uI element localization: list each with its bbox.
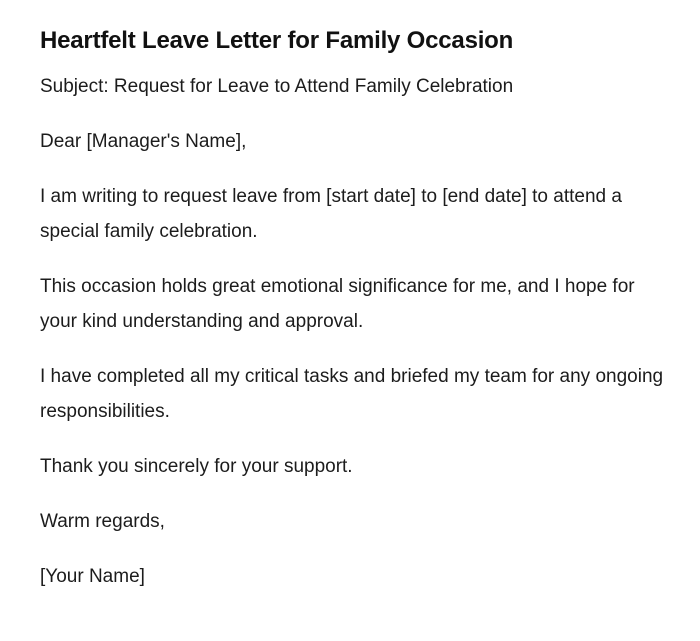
subject-line: Subject: Request for Leave to Attend Family Celebration	[40, 76, 514, 97]
body-paragraph-handover: I have completed all my critical tasks and briefed my team for any ongoing responsibilities.	[40, 366, 664, 422]
salutation: Dear [Manager's Name],	[40, 131, 247, 152]
body-paragraph-significance: This occasion holds great emotional significance for me, and I hope for your kind understanding and approval.	[40, 276, 635, 332]
body-paragraph-request: I am writing to request leave from [start date] to [end date] to attend a special family celebration.	[40, 186, 622, 242]
letter-document	[40, 25, 670, 614]
body-paragraph-thanks: Thank you sincerely for your support.	[40, 456, 353, 477]
page-title: Heartfelt Leave Letter for Family Occasion	[40, 27, 514, 54]
signature: [Your Name]	[40, 566, 145, 587]
closing: Warm regards,	[40, 511, 165, 532]
